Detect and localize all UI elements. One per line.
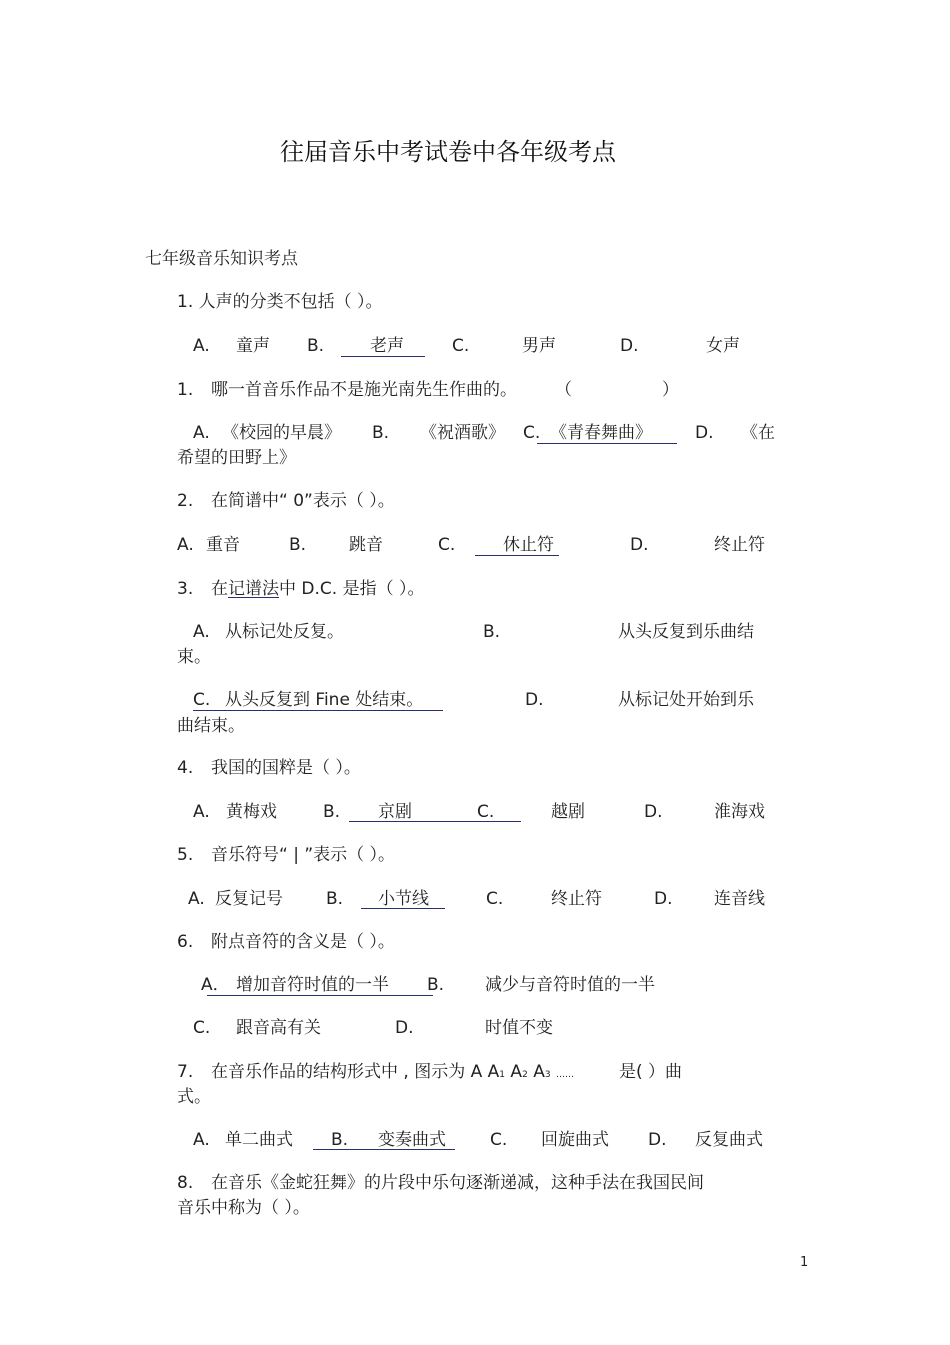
option-c-label: C. [193, 690, 211, 710]
option-b-text: 小节线 [378, 889, 429, 909]
q1-option-d-label: D. [620, 336, 639, 356]
answer-underline [537, 443, 677, 444]
option-a-label: A. [188, 889, 205, 909]
stem-text: A [527, 1062, 545, 1082]
answer-underline [193, 710, 443, 711]
answer-underline [341, 356, 425, 357]
option-d-label: D. [630, 535, 649, 555]
option-d-label: D. [654, 889, 673, 909]
q1-option-a-label: A. [193, 336, 210, 356]
q1-option-a-text: 童声 [236, 336, 270, 356]
option-a-text: 重音 [206, 535, 240, 555]
page-number: 1 [800, 1255, 809, 1270]
answer-underline [313, 1149, 455, 1150]
option-c-text: 《青春舞曲》 [550, 423, 652, 443]
option-b-label: B. [331, 1130, 349, 1150]
answer-underline [361, 908, 445, 909]
option-d-text: 连音线 [714, 889, 765, 909]
option-d-label: D. [695, 423, 714, 443]
option-c-text: 从头反复到 Fine 处结束。 [225, 690, 424, 710]
page-title: 往届音乐中考试卷中各年级考点 [280, 138, 616, 166]
question-stem: 在音乐《金蛇狂舞》的片段中乐句逐渐递减，这种手法在我国民间 [211, 1173, 704, 1193]
option-b-label: B. [289, 535, 307, 555]
option-c-label: C. [486, 889, 504, 909]
stem-text: A [505, 1062, 523, 1082]
option-a-label: A. [193, 802, 210, 822]
option-b-text: 变奏曲式 [378, 1130, 446, 1150]
option-c-text: 跟音高有关 [236, 1018, 321, 1038]
option-a-text: 增加音符时值的一半 [236, 975, 389, 995]
option-d-text-cont: 曲结束。 [177, 716, 245, 736]
option-d-text: 淮海戏 [714, 802, 765, 822]
q1-option-c-text: 男声 [522, 336, 556, 356]
question-number: 7. [177, 1062, 194, 1082]
option-d-text: 从标记处开始到乐 [618, 690, 754, 710]
stem-text: 在音乐作品的结构形式中 , 图示为 A A [211, 1062, 500, 1082]
answer-underline [207, 995, 433, 996]
question-stem-cont: 音乐中称为（ ）。 [177, 1198, 310, 1218]
underlined-term: 记谱法 [228, 579, 279, 599]
question-stem: 音乐符号“ | ”表示（ ）。 [211, 845, 396, 865]
question-number: 8. [177, 1173, 194, 1193]
question-number: 2. [177, 491, 194, 511]
answer-underline [349, 821, 521, 822]
option-d-label: D. [648, 1130, 667, 1150]
option-b-label: B. [326, 889, 344, 909]
option-d-text-cont: 希望的田野上》 [177, 448, 296, 468]
option-a-label: A. [193, 622, 210, 642]
question-stem: 附点音符的含义是（ ）。 [211, 932, 395, 952]
option-a-text: 单二曲式 [225, 1130, 293, 1150]
option-b-label: B. [483, 622, 501, 642]
q1-option-b-label: B. [307, 336, 325, 356]
option-b-text: 从头反复到乐曲结 [618, 622, 754, 642]
option-a-label: A. [193, 1130, 210, 1150]
option-a-text: 从标记处反复。 [225, 622, 344, 642]
option-c-label: C. [193, 1018, 211, 1038]
option-a-label: A． [201, 975, 230, 995]
question-1-stem: 1. 人声的分类不包括（ ）。 [177, 292, 383, 312]
question-stem: 我国的国粹是（ ）。 [211, 758, 361, 778]
question-stem-cont: 式。 [177, 1087, 211, 1107]
option-b-label: B. [427, 975, 445, 995]
question-number: 4. [177, 758, 194, 778]
question-stem: 哪一首音乐作品不是施光南先生作曲的。 [211, 380, 517, 400]
option-c-text: 回旋曲式 [541, 1130, 609, 1150]
option-a-text: 反复记号 [215, 889, 283, 909]
option-c-label: C. [477, 802, 495, 822]
question-number: 6. [177, 932, 194, 952]
question-number: 5. [177, 845, 194, 865]
option-b-label: B. [372, 423, 390, 443]
question-stem [211, 579, 424, 599]
question-stem-tail: 是( ）曲 [619, 1062, 683, 1082]
option-d-label: D. [525, 690, 544, 710]
subscript: 1 [499, 1070, 506, 1080]
option-a-text: 《校园的早晨》 [222, 423, 341, 443]
answer-paren-close: ） [662, 380, 679, 400]
option-a-label: A. [193, 423, 210, 443]
answer-paren-open: （ [555, 380, 572, 400]
option-b-text-cont: 束。 [177, 647, 211, 667]
stem-text: 在 [211, 579, 228, 599]
option-c-text: 越剧 [551, 802, 585, 822]
option-b-text: 减少与音符时值的一半 [485, 975, 655, 995]
question-number: 1. [177, 380, 194, 400]
option-d-text: 反复曲式 [695, 1130, 763, 1150]
option-b-text: 《祝酒歌》 [420, 423, 505, 443]
q1-option-b-text: 老声 [370, 336, 404, 356]
option-d-text: 时值不变 [485, 1018, 553, 1038]
option-b-label: B. [323, 802, 341, 822]
answer-underline [475, 555, 559, 556]
subscript: 2 [522, 1070, 528, 1080]
option-d-text: 《在 [741, 423, 775, 443]
subscript: 3 [544, 1070, 551, 1080]
q1-option-c-label: C. [452, 336, 470, 356]
question-number: 3. [177, 579, 194, 599]
question-stem: 在简谱中“ 0”表示（ ）。 [211, 491, 395, 511]
option-d-label: D. [395, 1018, 414, 1038]
option-c-label: C. [490, 1130, 508, 1150]
option-c-text: 终止符 [551, 889, 602, 909]
option-d-text: 终止符 [714, 535, 765, 555]
option-c-label: C. [523, 423, 541, 443]
q1-option-d-text: 女声 [706, 336, 740, 356]
ellipsis: …… [555, 1070, 574, 1080]
stem-text: 中 D.C. 是指（ ）。 [279, 579, 425, 599]
option-b-text: 跳音 [349, 535, 383, 555]
option-b-text: 京剧 [378, 802, 412, 822]
option-d-label: D. [644, 802, 663, 822]
option-a-label: A. [177, 535, 194, 555]
option-a-text: 黄梅戏 [226, 802, 277, 822]
option-c-label: C. [438, 535, 456, 555]
option-c-text: 休止符 [503, 535, 554, 555]
question-stem [211, 1062, 574, 1085]
section-heading: 七年级音乐知识考点 [145, 249, 298, 269]
